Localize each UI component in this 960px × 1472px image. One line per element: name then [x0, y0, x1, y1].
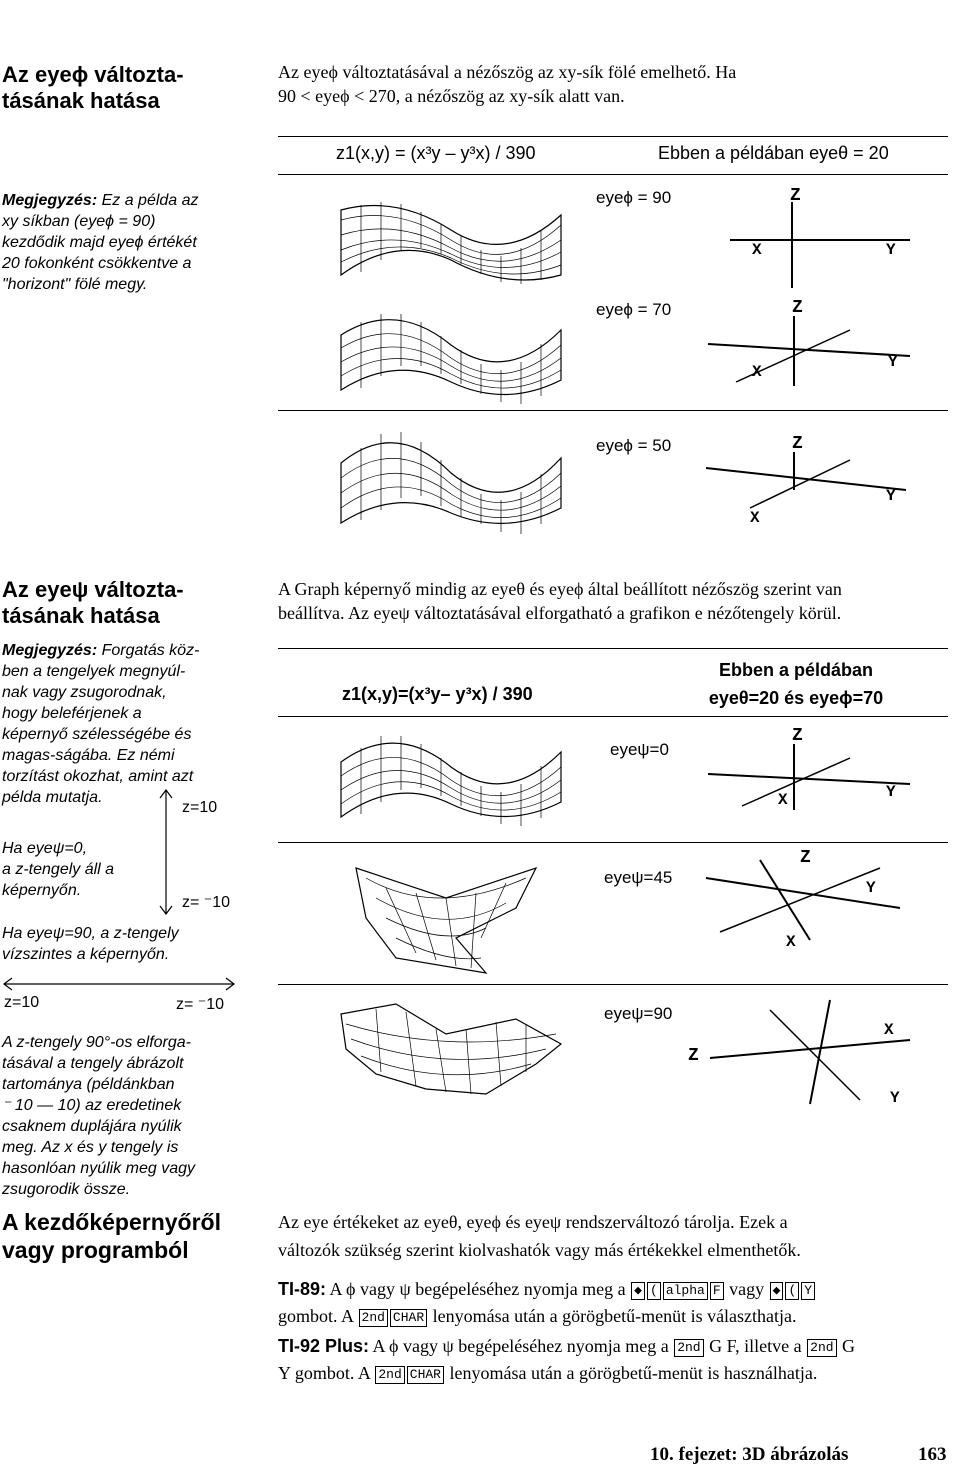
axes-phi90	[720, 188, 920, 298]
axes-phi50	[700, 430, 920, 530]
label-phi50: eyeϕ = 50	[596, 436, 672, 455]
axis-label-z: Z	[792, 434, 803, 454]
psi90-note: Ha eyeψ=90, a z-tengely vízszintes a képernyőn.	[2, 925, 179, 963]
section1-example: Ebben a példában eyeθ = 20	[658, 143, 889, 163]
axis-label-x: X	[752, 241, 762, 259]
axes-psi0	[700, 722, 920, 822]
section2-body: A Graph képernyő mindig az eyeθ és eyeϕ által beállított nézőszög szerint van beállítva. Az eyeψ változtatásával elforgatható a grafikon e nézőtengely körül.	[278, 579, 842, 623]
label-phi90: eyeϕ = 90	[596, 188, 672, 207]
section3-heading: A kezdőképernyőről vagy programból	[2, 1209, 221, 1263]
axis-label-y: Y	[866, 879, 876, 897]
section1-note: Megjegyzés: Ez a példa az xy síkban (eyeϕ = 90) kezdődik majd eyeϕ értékét 20 fokonként csökkentve a "horizont" fölé megy.	[2, 192, 199, 293]
axis-label-z: Z	[688, 1046, 699, 1066]
axis-label-x: X	[786, 933, 796, 951]
z-top-label: z=10	[182, 799, 218, 816]
second-key-2: 2nd	[674, 1339, 703, 1357]
axis-label-x: X	[778, 791, 788, 809]
axes-psi90	[680, 994, 920, 1114]
axis-label-z: Z	[792, 298, 803, 318]
axes-psi45	[700, 848, 920, 958]
surface-plot-phi70	[336, 300, 566, 410]
axis-label-z: Z	[792, 726, 803, 746]
axis-label-x: X	[752, 363, 762, 381]
section2-rule-4	[278, 984, 948, 985]
surface-plot-psi45	[336, 848, 566, 978]
label-phi70: eyeϕ = 70	[596, 300, 672, 319]
axis-label-z: Z	[790, 186, 801, 206]
axis-label-y: Y	[890, 1089, 900, 1107]
ti89-label: TI-89:	[278, 1279, 327, 1299]
surface-plot-phi50	[336, 418, 566, 538]
z-axis-vertical-arrow	[156, 788, 176, 918]
section1-function: z1(x,y) = (x³y – y³x) / 390	[336, 143, 536, 163]
ti92-instructions: TI-92 Plus: A ϕ vagy ψ begépeléséhez nyomja meg a 2nd G F, illetve a 2nd G Y gombot. A 2nd CHAR lenyomása után a görögbetű-menüt is használhatja.	[278, 1336, 856, 1383]
char-key-2: CHAR	[407, 1366, 444, 1384]
char-key: CHAR	[390, 1309, 427, 1327]
section2-example: Ebben a példában eyeθ=20 és eyeϕ=70	[708, 660, 884, 708]
paren-key-2: (	[785, 1282, 799, 1300]
section1-rule-2	[278, 174, 948, 175]
section1-body: Az eyeϕ változtatásával a nézőszög az xy-sík fölé emelhető. Ha 90 < eyeϕ < 270, a nézőszög az xy-sík alatt van.	[278, 62, 737, 106]
f-key: F	[710, 1282, 724, 1300]
surface-plot-psi90	[336, 994, 566, 1104]
axis-label-y: Y	[886, 487, 896, 505]
second-key-3: 2nd	[807, 1339, 836, 1357]
z-bottom-label: z= ⁻10	[182, 894, 231, 911]
alpha-key: alpha	[663, 1282, 708, 1300]
label-psi45: eyeψ=45	[604, 868, 673, 887]
paren-key: (	[647, 1282, 661, 1300]
label-psi90: eyeψ=90	[604, 1004, 673, 1023]
ti89-instructions: TI-89: A ϕ vagy ψ begépeléséhez nyomja meg a ◆ ( alpha F vagy ◆ ( Y gombot. A 2nd CHAR lenyomása után a görögbetű-menüt is választhatja.	[278, 1276, 958, 1330]
z-left-label: z=10	[4, 994, 40, 1011]
label-psi0: eyeψ=0	[610, 740, 669, 759]
z-right-label: z= ⁻10	[176, 996, 225, 1013]
axis-label-y: Y	[886, 783, 896, 801]
axis-label-x: X	[750, 509, 760, 527]
psi0-note: Ha eyeψ=0, a z-tengely áll a képernyőn.	[2, 840, 115, 899]
section1-heading: Az eyeϕ változta- tásának hatása	[2, 62, 184, 113]
y-key: Y	[801, 1282, 815, 1300]
rotation-note: A z-tengely 90°-os elforga- tásával a tengely ábrázolt tartománya (példánkban ⁻ 10 — 10) az eredetinek csaknem duplájára nyúlik meg. Az x és y tengely is hasonlóan nyúlik meg vagy zsugorodik össze.	[2, 1034, 196, 1198]
section1-rule-3	[278, 410, 948, 411]
section2-function: z1(x,y)=(x³y– y³x) / 390	[342, 684, 533, 704]
axis-label-x: X	[884, 1021, 894, 1039]
footer-page-number: 163	[918, 1444, 947, 1465]
second-key-4: 2nd	[375, 1366, 404, 1384]
axes-phi70	[700, 296, 920, 406]
section2-note: Megjegyzés: Forgatás köz- ben a tengelyek megnyúl- nak vagy zsugorodnak, hogy beleférjenek a képernyő szélességébe és magas-ságába. Ez némi torzítást okozhat, amint azt példa mutatja.	[2, 642, 200, 806]
axis-label-y: Y	[886, 241, 896, 259]
axis-label-y: Y	[888, 353, 898, 371]
second-key: 2nd	[359, 1309, 388, 1327]
section3-body: Az eye értékeket az eyeθ, eyeϕ és eyeψ rendszerváltozó tárolja. Ezek a változók szükség szerint kiolvashatók vagy más értékekkel elmenthetők.	[278, 1212, 801, 1260]
section2-rule-3	[278, 842, 948, 843]
footer-chapter: 10. fejezet: 3D ábrázolás	[650, 1444, 849, 1465]
ti92-label: TI-92 Plus:	[278, 1336, 370, 1356]
section2-heading: Az eyeψ változta- tásának hatása	[2, 577, 184, 628]
surface-plot-phi90	[336, 190, 566, 300]
diamond-key-2: ◆	[770, 1282, 784, 1300]
section2-rule-2	[278, 716, 948, 717]
section2-rule	[278, 648, 948, 649]
axis-label-z: Z	[800, 848, 811, 868]
section1-rule	[278, 136, 948, 137]
surface-plot-psi0	[336, 722, 566, 832]
diamond-key: ◆	[631, 1282, 645, 1300]
z-axis-horizontal-arrow	[2, 974, 238, 994]
